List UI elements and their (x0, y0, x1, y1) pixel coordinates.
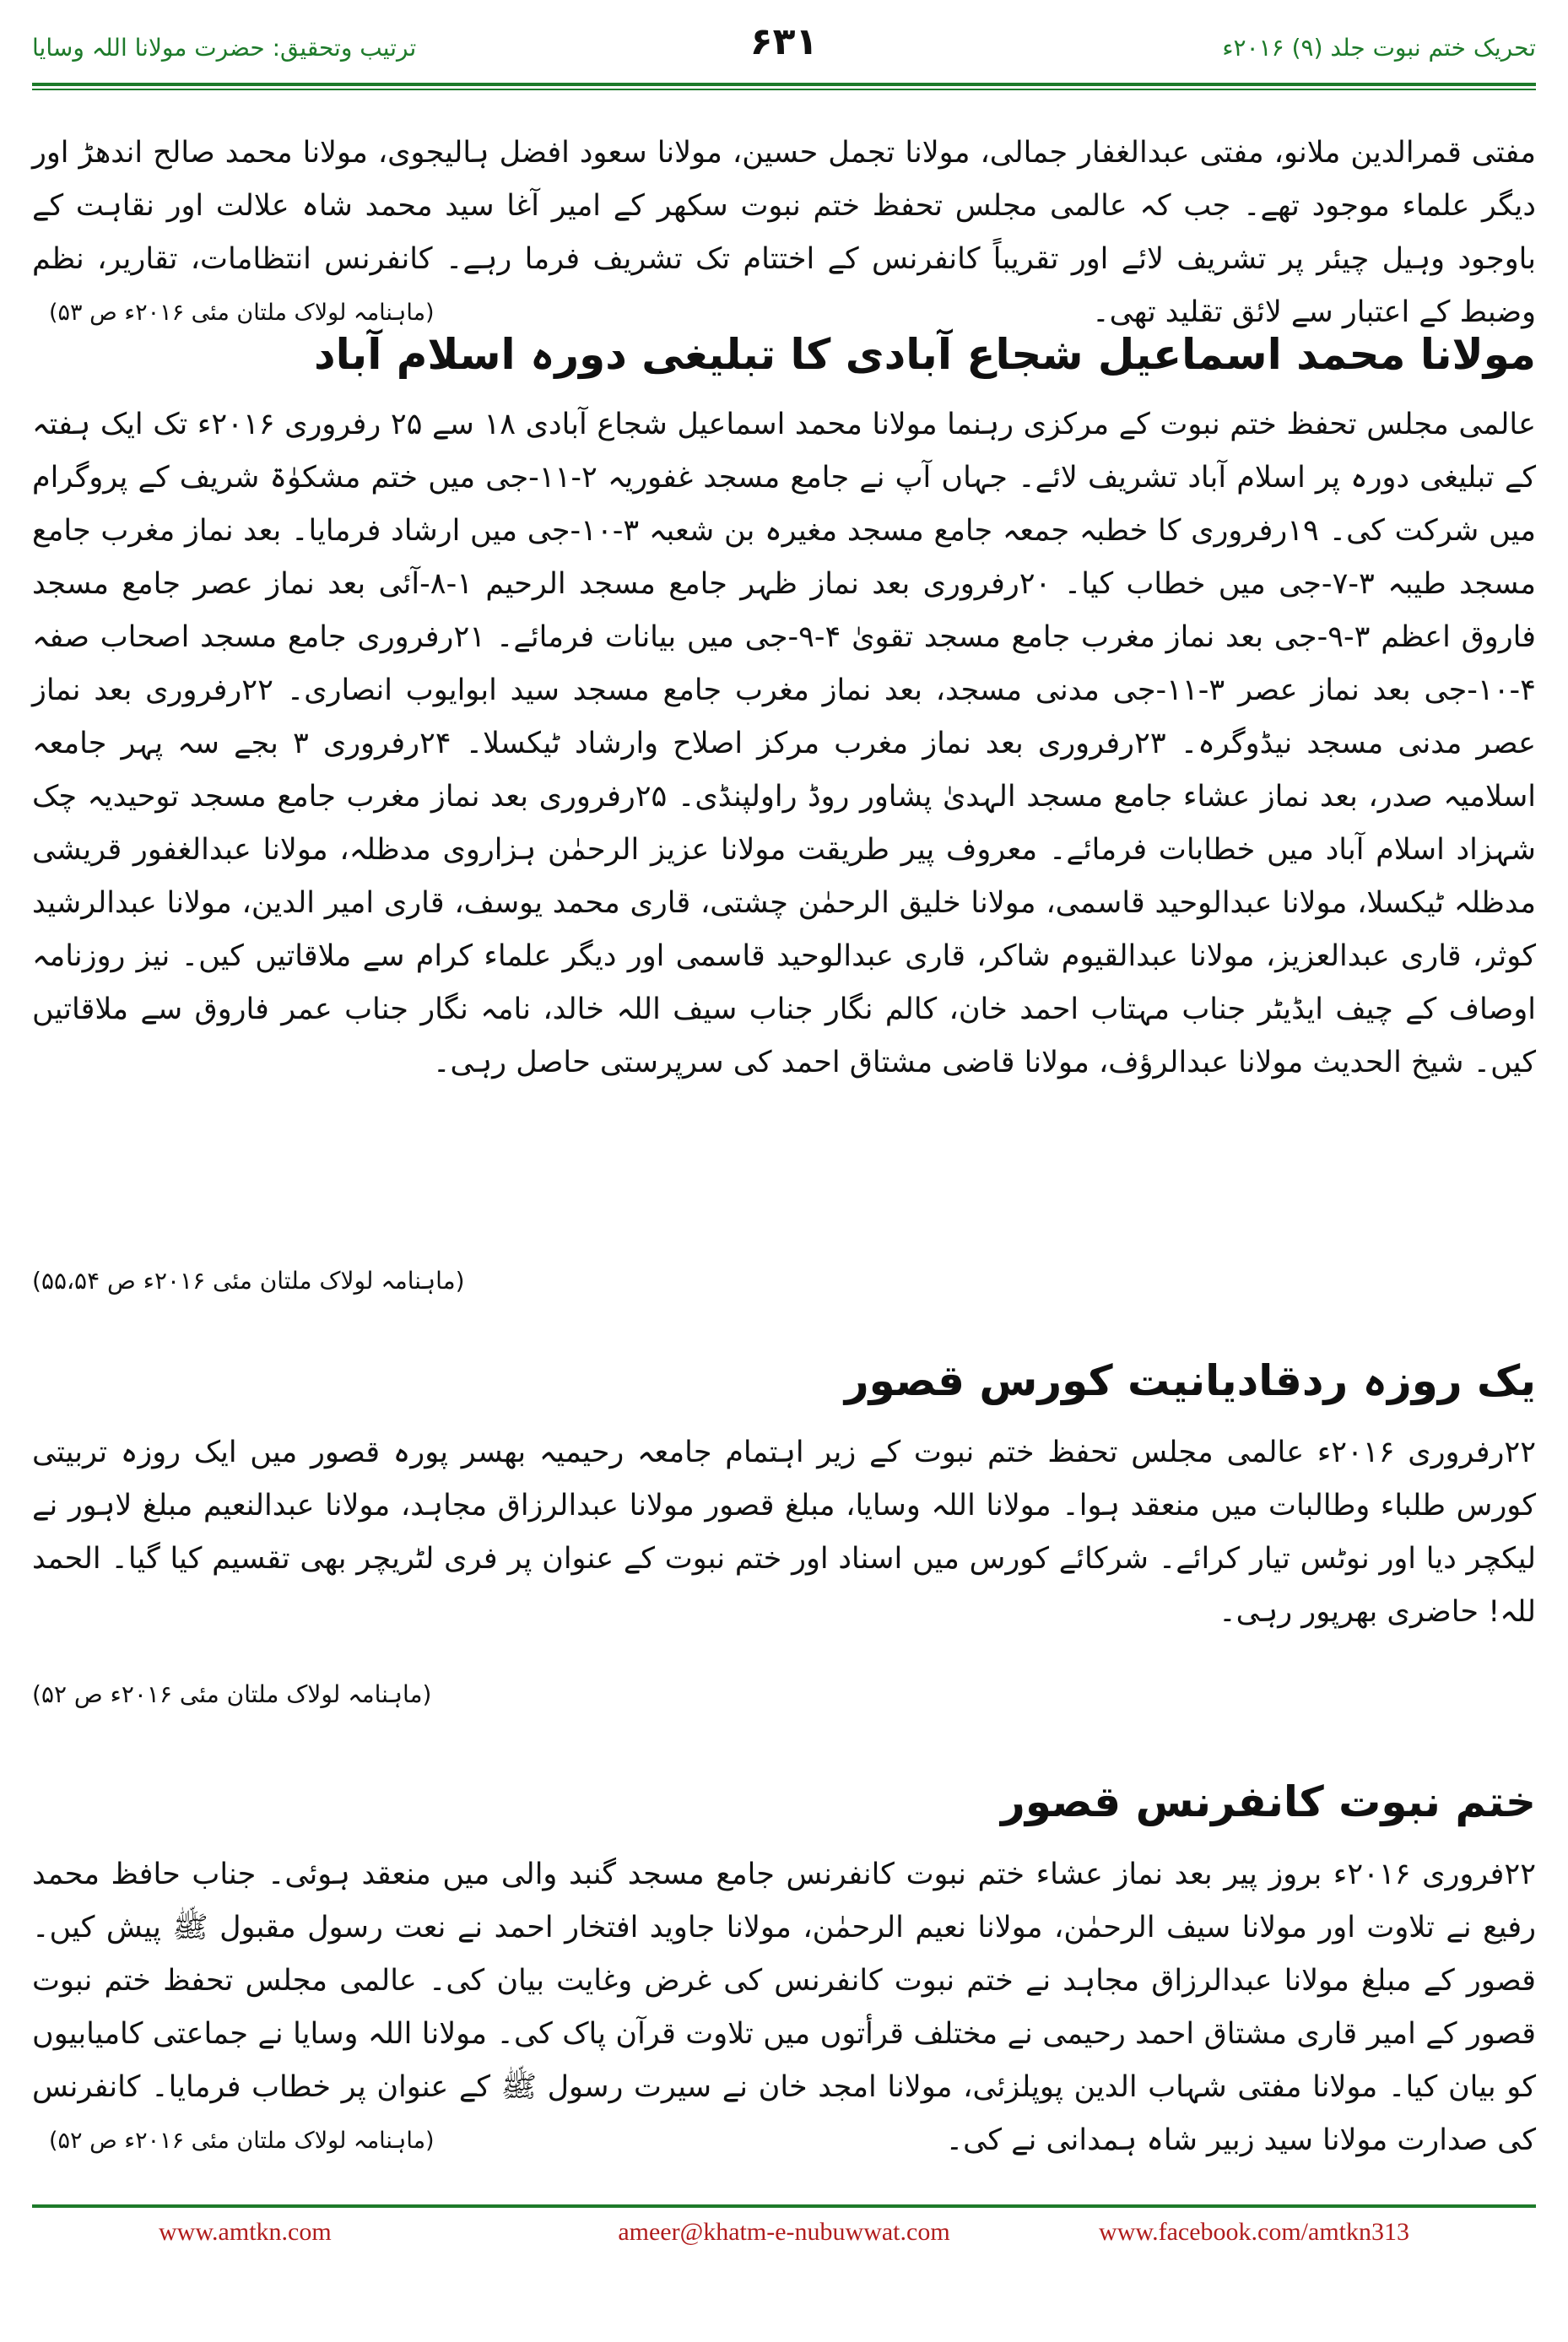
paragraph (32, 127, 1536, 339)
section-source (32, 1258, 1536, 1305)
header-divider-thin (32, 89, 1536, 90)
source-citation: (ماہنامہ لولاک ملتان مئی ۲۰۱۶ء ص ۵۲) (49, 2128, 435, 2154)
facebook-link[interactable]: www.facebook.com/amtkn313 (1099, 2218, 1409, 2246)
heading-islamabad-tour: مولانا محمد اسماعیل شجاع آبادی کا تبلیغی دورہ اسلام آباد (314, 330, 1536, 379)
footer-divider (32, 2204, 1536, 2208)
section-source (32, 1671, 1536, 1718)
section-heading (32, 1768, 1536, 1836)
paragraph (32, 1848, 1536, 2167)
heading-kasur-course: یک روزہ ردقادیانیت کورس قصور (844, 1356, 1536, 1405)
header-divider (32, 83, 1536, 86)
website-link[interactable]: www.amtkn.com (159, 2218, 332, 2246)
paragraph: عالمی مجلس تحفظ ختم نبوت کے مرکزی رہنما مولانا محمد اسماعیل شجاع آبادی ۱۸ سے ۲۵ رفروری ۲۰۱۶ء تک ایک ہفتہ کے تبلیغی دورہ پر اسلام آباد تشریف لائے۔ جہاں آپ نے جامع مسجد غفوریہ ۲-۱۱-جی میں ختم مشکوٰۃ شریف کے پروگرام میں شرکت کی۔ ۱۹رفروری کا خطبہ جمعہ جامع مسجد مغیرہ بن شعبہ ۳-۱۰-جی میں ارشاد فرمایا۔ بعد نماز مغرب جامع مسجد طیبہ ۳-۷-جی میں خطاب کیا۔ ۲۰رفروری بعد نماز ظہر جامع مسجد الرحیم ۱-۸-آئی بعد نماز عصر جامع مسجد فاروق اعظم ۳-۹-جی بعد نماز مغرب جامع مسجد تقویٰ ۴-۹-جی میں بیانات فرمائے۔ ۲۱رفروری جامع مسجد اصحاب صفہ ۴-۱۰-جی بعد نماز عصر ۳-۱۱-جی مدنی مسجد، بعد نماز مغرب جامع مسجد سید ابوایوب انصاری۔ ۲۲رفروری بعد نماز عصر مدنی مسجد نیڈوگرہ۔ ۲۳رفروری بعد نماز مغرب مرکز اصلاح وارشاد ٹیکسلا۔ ۲۴رفروری ۳ بجے سہ پہر جامعہ اسلامیہ صدر، بعد نماز عشاء جامع مسجد الہدیٰ پشاور روڈ راولپنڈی۔ ۲۵رفروری بعد نماز مغرب جامع مسجد توحیدیہ چک شہزاد اسلام آباد میں خطابات فرمائے۔ معروف پیر طریقت مولانا عزیز الرحمٰن ہزاروی مدظلہ، مولانا عبدالغفور قریشی مدظلہ ٹیکسلا، مولانا عبدالوحید قاسمی، مولانا خلیق الرحمٰن چشتی، قاری محمد یوسف، قاری امیر الدین، مولانا عبدالرشید کوثر، قاری عبدالعزیز، مولانا عبدالقیوم شاکر، قاری عبدالوحید قاسمی اور دیگر علماء کرام سے ملاقاتیں کیں۔ نیز روزنامہ اوصاف کے چیف ایڈیٹر جناب مہتاب احمد خان، کالم نگار جناب سیف اللہ خالد، نامہ نگار جناب عمر فاروق سے ملاقاتیں کیں۔ شیخ الحدیث مولانا عبدالرؤف، مولانا قاضی مشتاق احمد کی سرپرستی حاصل رہی۔ (32, 408, 1536, 1079)
page-header (32, 15, 1536, 83)
section-heading (32, 1347, 1536, 1414)
compiler-credit: ترتیب وتحقیق: حضرت مولانا اللہ وسایا (32, 34, 417, 62)
heading-kasur-conference: ختم نبوت کانفرنس قصور (1001, 1777, 1536, 1826)
section-conference-continued (32, 127, 1536, 339)
paragraph-text: ۲۲فروری ۲۰۱۶ء بروز پیر بعد نماز عشاء ختم نبوت کانفرنس جامع مسجد گنبد والی میں منعقد ہوئی۔ جناب حافظ محمد رفیع نے تلاوت اور مولانا سیف الرحمٰن، مولانا نعیم الرحمٰن، مولانا جاوید افتخار احمد نے نعت رسول مقبول ﷺ پیش کیں۔ قصور کے مبلغ مولانا عبدالرزاق مجاہد نے ختم نبوت کانفرنس کی غرض وغایت بیان کی۔ عالمی مجلس تحفظ ختم نبوت قصور کے امیر قاری مشتاق احمد رحیمی نے مختلف قرأتوں میں تلاوت قرآن پاک کی۔ مولانا اللہ وسایا نے جماعتی کامیابیوں کو بیان کیا۔ مولانا مفتی شہاب الدین پوپلزئی، مولانا امجد خان نے سیرت رسول ﷺ کے عنوان پر خطاب فرمایا۔ کانفرنس کی صدارت مولانا سید زبیر شاہ ہمدانی نے کی۔ (32, 1858, 1537, 2157)
email-link[interactable]: ameer@khatm-e-nubuwwat.com (618, 2218, 950, 2246)
book-title: تحریک ختم نبوت جلد (۹) ۲۰۱۶ء (1222, 34, 1536, 62)
section-kasur-course (32, 1426, 1536, 1639)
source-citation: (ماہنامہ لولاک ملتان مئی ۲۰۱۶ء ص ۵۵،۵۴) (32, 1267, 465, 1295)
section-heading (32, 321, 1536, 388)
page-number: ۶۳۱ (749, 20, 819, 63)
paragraph: ۲۲رفروری ۲۰۱۶ء عالمی مجلس تحفظ ختم نبوت کے زیر اہتمام جامعہ رحیمیہ بھسر پورہ قصور میں ایک روزہ تربیتی کورس طلباء وطالبات میں منعقد ہوا۔ مولانا اللہ وسایا، مبلغ قصور مولانا عبدالرزاق مجاہد، مولانا عبدالنعیم مبلغ لاہور نے لیکچر دیا اور نوٹس تیار کرائے۔ شرکائے کورس میں اسناد اور ختم نبوت کے عنوان پر فری لٹریچر بھی تقسیم کیا گیا۔ الحمد للہ! حاضری بھرپور رہی۔ (32, 1436, 1536, 1629)
source-citation: (ماہنامہ لولاک ملتان مئی ۲۰۱۶ء ص ۵۲) (32, 1680, 432, 1708)
page-footer (32, 2218, 1536, 2260)
paragraph-text: مفتی قمرالدین ملانو، مفتی عبدالغفار جمالی، مولانا تجمل حسین، مولانا سعود افضل ہالیجوی، مولانا محمد صالح اندھڑ اور دیگر علماء موجود تھے۔ جب کہ عالمی مجلس تحفظ ختم نبوت سکھر کے امیر آغا سید محمد شاہ علالت اور نقاہت کے باوجود وہیل چیئر پر تشریف لائے اور تقریباً کانفرنس کے اختتام تک تشریف فرما رہے۔ کانفرنس انتظامات، تقاریر، نظم وضبط کے اعتبار سے لائق تقلید تھی۔ (32, 136, 1536, 329)
source-citation: (ماہنامہ لولاک ملتان مئی ۲۰۱۶ء ص ۵۳) (49, 300, 435, 326)
section-islamabad-tour (32, 398, 1536, 1090)
section-kasur-conference (32, 1848, 1536, 2167)
